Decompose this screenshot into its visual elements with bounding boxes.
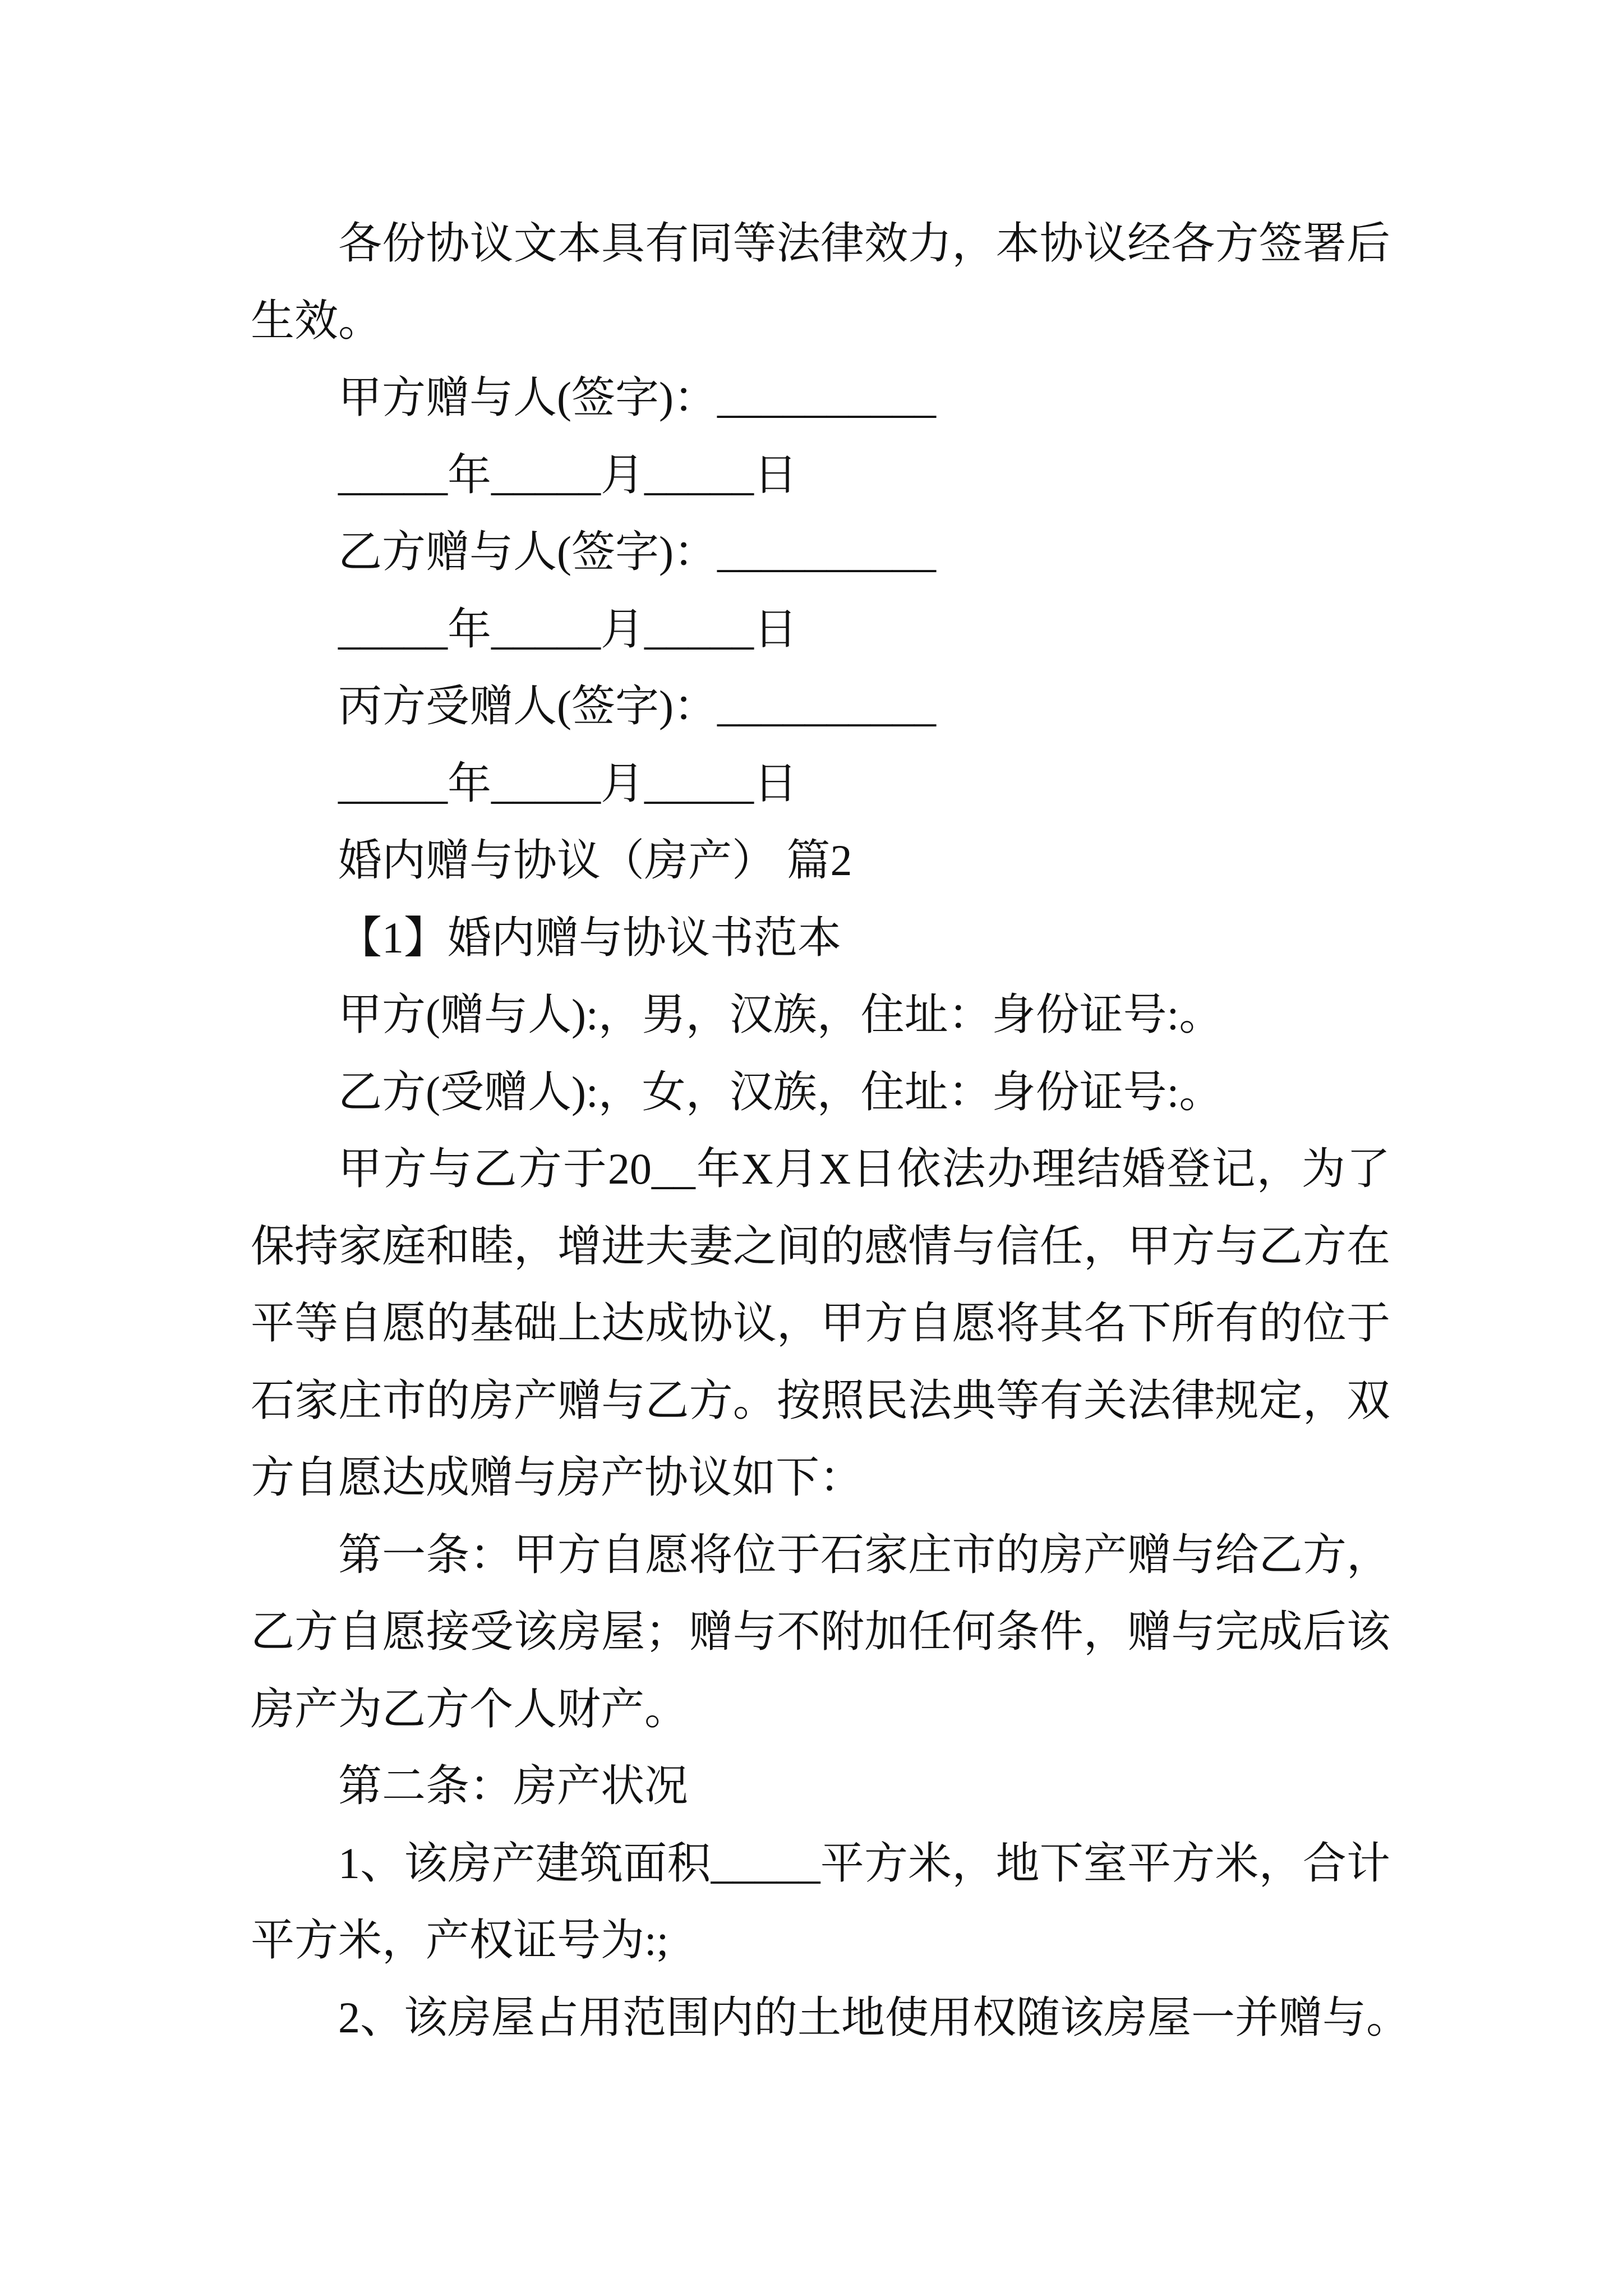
party-line-b: 乙方(受赠人):，女，汉族，住址：身份证号:。: [338, 1067, 1223, 1116]
parties-list: [251, 976, 1390, 1130]
paragraph-line: 平等自愿的基础上达成协议，甲方自愿将其名下所有的位于: [251, 1299, 1390, 1347]
paragraph-line: 方自愿达成赠与房产协议如下：: [251, 1453, 864, 1502]
signature-field: 丙方受赠人(签字)：__________: [338, 682, 936, 730]
signature-block-party-b: [251, 513, 1390, 668]
paragraph-line: 房产为乙方个人财产。: [251, 1684, 689, 1733]
paragraph-line: 平方米，产权证号为:;: [251, 1916, 669, 1964]
article-heading: 第二条：房产状况: [338, 1761, 689, 1810]
signature-field: 甲方赠与人(签字)：__________: [338, 373, 936, 422]
article-item-1: [251, 1825, 1390, 1979]
paragraph-line: 各份协议文本具有同等法律效力，本协议经各方签署后: [338, 219, 1390, 268]
paragraph-line: 第一条：甲方自愿将位于石家庄市的房产赠与给乙方，: [338, 1530, 1390, 1579]
signature-block-party-a: [251, 359, 1390, 513]
preamble-paragraph: [251, 1130, 1390, 1516]
article-1: [251, 1516, 1390, 1748]
paragraph-line: 2、该房屋占用范围内的土地使用权随该房屋一并赠与。: [338, 1993, 1410, 2042]
paragraph-line: 保持家庭和睦，增进夫妻之间的感情与信任，甲方与乙方在: [251, 1221, 1390, 1271]
signature-date: _____年_____月_____日: [338, 450, 798, 499]
paragraph-line: 乙方自愿接受该房屋；赠与不附加任何条件，赠与完成后该: [251, 1607, 1390, 1656]
paragraph-line: 生效。: [251, 296, 382, 345]
section-title: 婚内赠与协议（房产） 篇2: [338, 836, 852, 885]
signature-date: _____年_____月_____日: [338, 604, 798, 654]
paragraph-line: 石家庄市的房产赠与乙方。按照民法典等有关法律规定，双: [251, 1375, 1390, 1425]
paragraph-line: 甲方与乙方于20__年X月X日依法办理结婚登记，为了: [338, 1144, 1390, 1193]
article-2: [251, 1747, 1410, 2056]
effect-clause: [251, 205, 1390, 359]
document-body: [251, 205, 1410, 2056]
signature-date: _____年_____月_____日: [338, 758, 798, 808]
article-item-2: [251, 1979, 1410, 2056]
signature-block-party-c: [251, 668, 1390, 822]
party-line-a: 甲方(赠与人):，男，汉族，住址：身份证号:。: [338, 990, 1223, 1039]
paragraph-line: 1、该房产建筑面积_____平方米，地下室平方米，合计: [338, 1838, 1390, 1888]
template-title: 【1】婚内赠与协议书范本: [338, 913, 842, 962]
signature-field: 乙方赠与人(签字)：__________: [338, 527, 936, 576]
